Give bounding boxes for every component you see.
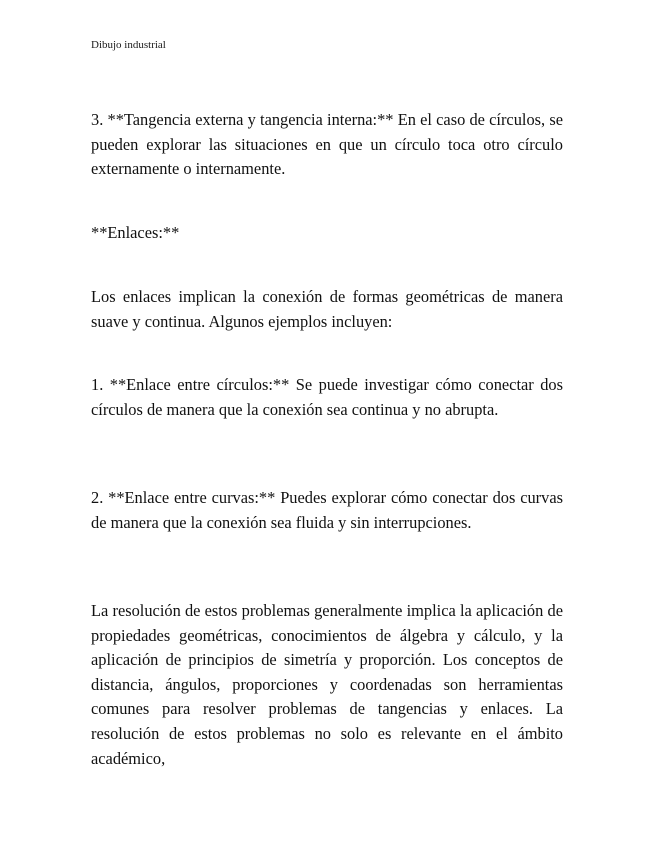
running-header: Dibujo industrial bbox=[91, 39, 166, 51]
paragraph-resolucion: La resolución de estos problemas generalmente implica la aplicación de propiedades geométricas, conocimientos de álgebra y cálculo, y la aplicación de principios de simetría y proporción. Los conceptos de distancia, ángulos, proporciones y coordenadas son herramientas comunes para resolver problemas de tangencias y enlaces. La resolución de estos problemas no solo es relevante en el ámbito académico, bbox=[91, 601, 563, 768]
paragraph-enlace-curvas: 2. **Enlace entre curvas:** Puedes explorar cómo conectar dos curvas de manera que la conexión sea fluida y sin interrupciones. bbox=[91, 488, 563, 532]
paragraph-tangencia: 3. **Tangencia externa y tangencia interna:** En el caso de círculos, se pueden explorar las situaciones en que un círculo toca otro círculo externamente o internamente. bbox=[91, 110, 563, 179]
paragraph-enlaces-intro: Los enlaces implican la conexión de formas geométricas de manera suave y continua. Algunos ejemplos incluyen: bbox=[91, 287, 563, 331]
paragraph-enlace-circulos: 1. **Enlace entre círculos:** Se puede investigar cómo conectar dos círculos de manera que la conexión sea continua y no abrupta. bbox=[91, 375, 563, 419]
heading-enlaces: **Enlaces:** bbox=[91, 223, 180, 242]
